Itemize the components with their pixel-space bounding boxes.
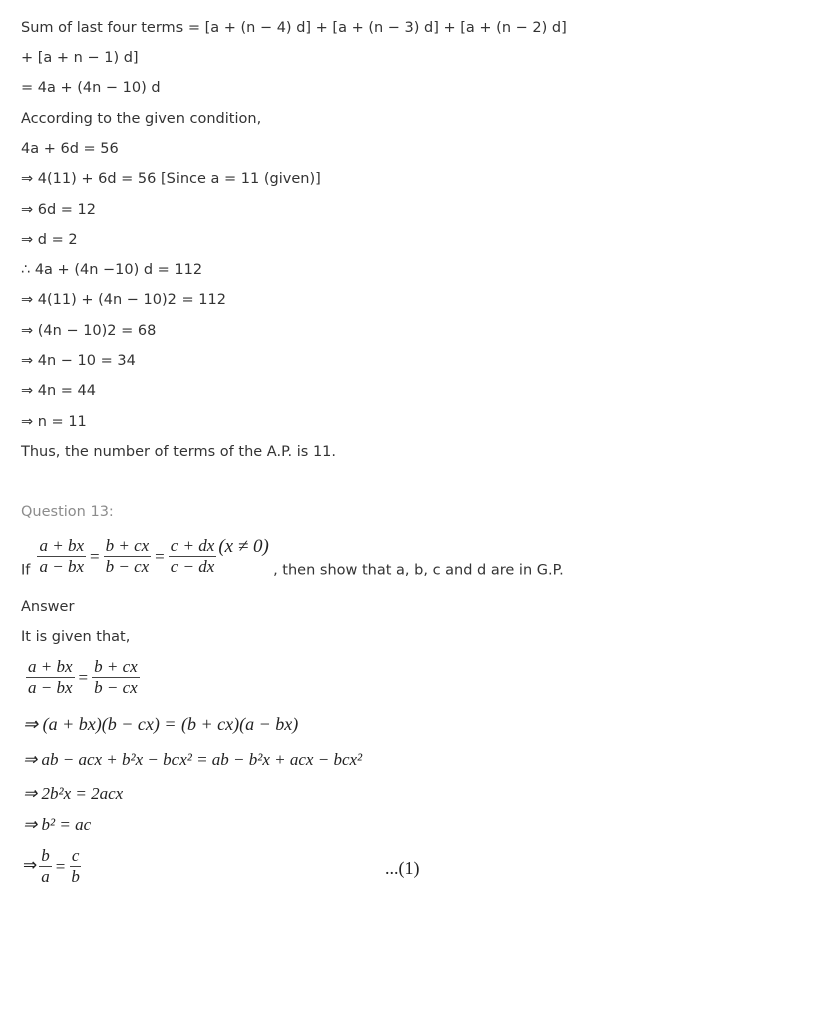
- text-line: = 4a + (4n − 10) d: [21, 80, 161, 96]
- answer-intro: It is given that,: [21, 629, 131, 645]
- text-line: ⇒ 4(11) + 6d = 56 [Since a = 11 (given)]: [21, 171, 321, 187]
- text-line: ⇒ (4n − 10)2 = 68: [21, 323, 157, 339]
- step: ⇒ (a + bx)(b − cx) = (b + cx)(a − bx): [23, 714, 299, 734]
- condition: (x ≠ 0): [218, 536, 269, 558]
- text-line: ⇒ 6d = 12: [21, 202, 97, 218]
- equation-tag: ...(1): [385, 858, 420, 878]
- question-statement: If $\frac{a + bx}{a - bx}$ = $\frac{b + cx}{b - cx}$ = $\frac{c + dx}{c - dx}$ (x ≠ 0) , then show that a, b, c and d are in G.P.: [21, 536, 564, 579]
- question-tail: , then show that a, b, c and d are in G.P.: [273, 562, 564, 579]
- text-line: ⇒ d = 2: [21, 232, 78, 248]
- fraction: $\frac{b + cx}{b - cx}$: [105, 536, 150, 576]
- fraction: $\frac{c + dx}{c - dx}$: [170, 536, 215, 576]
- text-line: ⇒ n = 11: [21, 414, 87, 430]
- step: ⇒ ab − acx + b²x − bcx² = ab − b²x + acx − bcx²: [23, 750, 363, 769]
- step: ⇒ 2b²x = 2acx: [23, 784, 124, 803]
- text-line: According to the given condition,: [21, 111, 262, 127]
- text-line: ⇒ 4n − 10 = 34: [21, 353, 136, 369]
- text-line: 4a + 6d = 56: [21, 141, 119, 157]
- text-line: Sum of last four terms = [a + (n − 4) d] + [a + (n − 3) d] + [a + (n − 2) d]: [21, 20, 567, 36]
- text-line: + [a + n − 1) d]: [21, 50, 139, 66]
- step: ⇒ b² = ac: [23, 815, 92, 834]
- text-line: Thus, the number of terms of the A.P. is 11.: [21, 444, 337, 460]
- fraction: $\frac{a + bx}{a - bx}$: [39, 536, 85, 576]
- if-label: If: [21, 562, 31, 579]
- answer-label: Answer: [21, 599, 75, 615]
- text-line: ⇒ 4n = 44: [21, 383, 96, 399]
- question-title: Question 13:: [21, 504, 114, 520]
- text-line: ∴ 4a + (4n −10) d = 112: [21, 262, 203, 278]
- final-step: ⇒ $\frac{b}{a}$ = $\frac{c}{b}$: [23, 846, 80, 886]
- text-line: ⇒ 4(11) + (4n − 10)2 = 112: [21, 292, 226, 308]
- given-equation: $\frac{a + bx}{a - bx}$ = $\frac{b + cx}{b - cx}$: [28, 657, 138, 697]
